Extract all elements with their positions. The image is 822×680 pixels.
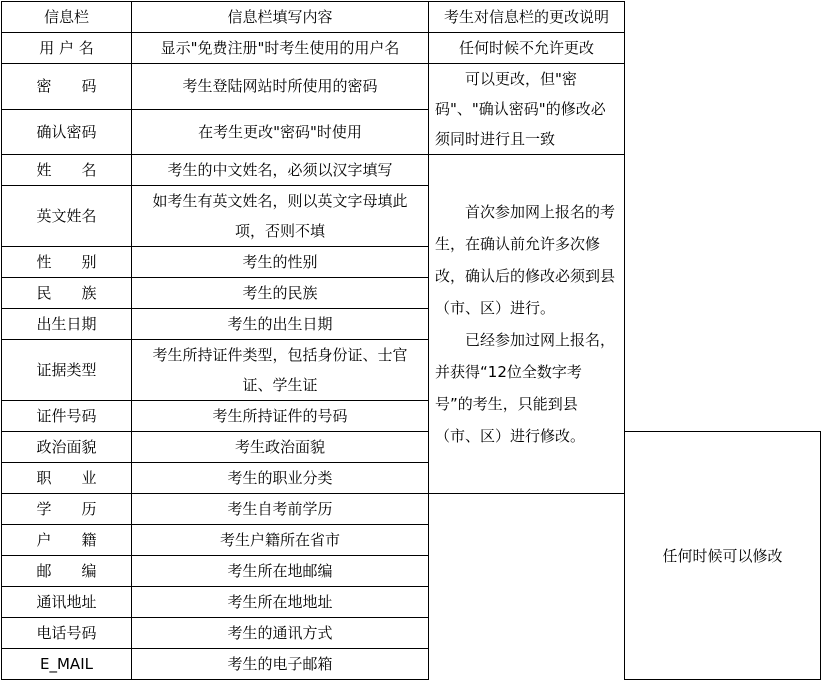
field-name: 姓 名	[2, 155, 132, 186]
field-name: 电话号码	[2, 618, 132, 649]
field-content: 考生的出生日期	[132, 309, 429, 340]
change-note-contact: 任何时候可以修改	[625, 432, 821, 680]
change-note-personal-para1: 首次参加网上报名的考生，在确认前允许多次修改，确认后的修改必须到县（市、区）进行。	[435, 203, 616, 317]
field-content: 考生所在地邮编	[132, 556, 429, 587]
field-name: 出生日期	[2, 309, 132, 340]
field-name: 政治面貌	[2, 432, 132, 463]
field-name: 户 籍	[2, 525, 132, 556]
table-row	[2, 247, 821, 278]
field-content: 考生的通讯方式	[132, 618, 429, 649]
table-row	[2, 309, 821, 340]
change-note-personal-para2: 已经参加过网上报名，并获得“12位全数字考号”的考生，只能到县（市、区）进行修改。	[435, 331, 616, 445]
table-row	[2, 33, 821, 64]
table-row	[2, 155, 821, 186]
header-field: 信息栏	[2, 2, 132, 33]
field-content: 考生的民族	[132, 278, 429, 309]
table-row	[2, 64, 821, 110]
field-name: 通讯地址	[2, 587, 132, 618]
table-row	[2, 340, 821, 401]
field-content: 考生的中文姓名，必须以汉字填写	[132, 155, 429, 186]
field-content: 考生登陆网站时所使用的密码	[132, 64, 429, 110]
field-name: 学 历	[2, 494, 132, 525]
header-note: 考生对信息栏的更改说明	[429, 2, 625, 33]
field-name: 民 族	[2, 278, 132, 309]
field-content: 考生所在地地址	[132, 587, 429, 618]
change-note-password	[429, 64, 625, 155]
field-name: 密 码	[2, 64, 132, 110]
field-name: 证据类型	[2, 340, 132, 401]
field-name: E_MAIL	[2, 649, 132, 680]
table-row	[2, 278, 821, 309]
field-content: 考生户籍所在省市	[132, 525, 429, 556]
field-name: 用 户 名	[2, 33, 132, 64]
field-name: 确认密码	[2, 109, 132, 155]
field-content: 考生政治面貌	[132, 432, 429, 463]
field-content: 考生的性别	[132, 247, 429, 278]
info-field-table	[1, 1, 821, 680]
change-note-personal	[429, 155, 625, 494]
field-name: 英文姓名	[2, 186, 132, 247]
field-content: 考生自考前学历	[132, 494, 429, 525]
field-content: 显示"免费注册"时考生使用的用户名	[132, 33, 429, 64]
table-row	[2, 109, 821, 155]
header-content: 信息栏填写内容	[132, 2, 429, 33]
field-name: 邮 编	[2, 556, 132, 587]
table-row	[2, 401, 821, 432]
table-row	[2, 186, 821, 247]
table-header-row	[2, 2, 821, 33]
field-name: 职 业	[2, 463, 132, 494]
field-content: 考生的电子邮箱	[132, 649, 429, 680]
field-name: 证件号码	[2, 401, 132, 432]
field-content: 如考生有英文姓名，则以英文字母填此项，否则不填	[132, 186, 429, 247]
change-note-password-text: 可以更改，但"密码"、"确认密码"的修改必须同时进行且一致	[435, 70, 606, 148]
field-content: 考生的职业分类	[132, 463, 429, 494]
field-name: 性 别	[2, 247, 132, 278]
field-content: 在考生更改"密码"时使用	[132, 109, 429, 155]
change-note-username: 任何时候不允许更改	[429, 33, 625, 64]
field-content: 考生所持证件类型，包括身份证、士官证、学生证	[132, 340, 429, 401]
field-content: 考生所持证件的号码	[132, 401, 429, 432]
table-row	[2, 432, 821, 463]
